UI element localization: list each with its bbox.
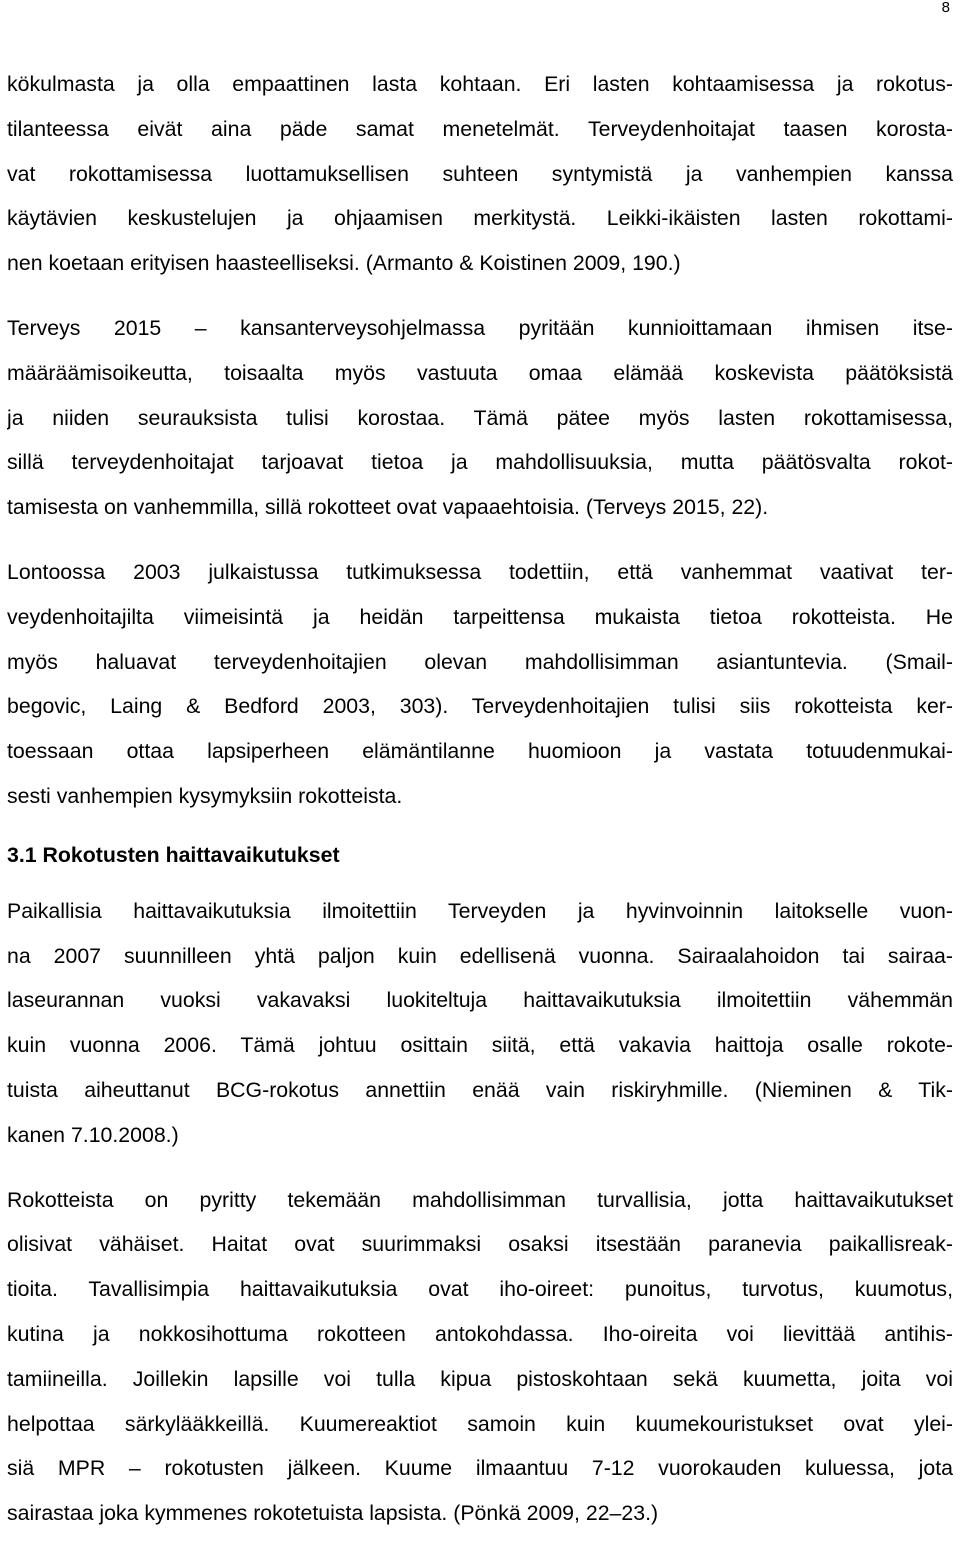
text-line: Lontoossa 2003 julkaistussa tutkimuksessa todettiin, että vanhemmat vaativat ter-	[7, 559, 953, 584]
text-line: tuista aiheuttanut BCG-rokotus annettiin enää vain riskiryhmille. (Nieminen & Tik-	[7, 1077, 953, 1102]
paragraph-terveys-2015	[7, 306, 953, 530]
text-line: toessaan ottaa lapsiperheen elämäntilanne huomioon ja vastata totuudenmukai-	[7, 739, 953, 764]
text-line: tioita. Tavallisimpia haittavaikutuksia ovat iho-oireet: punoitus, turvotus, kuumotus,	[7, 1277, 953, 1302]
paragraph-local-side-effects	[7, 889, 953, 1158]
text-line: nen koetaan erityisen haasteelliseksi. (Armanto & Koistinen 2009, 190.)	[7, 251, 681, 276]
text-line: begovic, Laing & Bedford 2003, 303). Terveydenhoitajien tulisi siis rokotteista ker-	[7, 694, 953, 719]
text-line: vat rokottamisessa luottamuksellisen suhteen syntymistä ja vanhempien kanssa	[7, 161, 953, 186]
text-line: kökulmasta ja olla empaattinen lasta kohtaan. Eri lasten kohtaamisessa ja rokotus-	[7, 72, 953, 96]
section-heading: 3.1 Rokotusten haittavaikutukset	[7, 842, 340, 867]
text-line: Rokotteista on pyritty tekemään mahdollisimman turvallisia, jotta haittavaikutukset	[7, 1187, 953, 1212]
paragraph-vaccine-safety	[7, 1178, 953, 1536]
paragraph-vaccination-perspective	[7, 62, 953, 286]
text-line: olisivat vähäiset. Haitat ovat suurimmaksi osaksi itsestään paranevia paikallisreak-	[7, 1232, 953, 1257]
text-line: helpottaa särkylääkkeillä. Kuumereaktiot samoin kuin kuumekouristukset ovat ylei-	[7, 1411, 953, 1436]
text-line: kutina ja nokkosihottuma rokotteen antokohdassa. Iho-oireita voi lievittää antihis-	[7, 1321, 953, 1346]
text-line: kanen 7.10.2008.)	[7, 1122, 179, 1147]
text-line: sillä terveydenhoitajat tarjoavat tietoa ja mahdollisuuksia, mutta päätösvalta rokot-	[7, 450, 953, 475]
text-line: sairastaa joka kymmenes rokotetuista lapsista. (Pönkä 2009, 22–23.)	[7, 1501, 659, 1526]
document-body	[7, 62, 953, 1536]
text-line: määräämisoikeutta, toisaalta myös vastuuta omaa elämää koskevista päätöksistä	[7, 360, 953, 385]
text-line: sesti vanhempien kysymyksiin rokotteista.	[7, 783, 403, 808]
text-line: veydenhoitajilta viimeisintä ja heidän tarpeittensa mukaista tietoa rokotteista. He	[7, 604, 953, 629]
text-line: tamisesta on vanhemmilla, sillä rokotteet ovat vapaaehtoisia. (Terveys 2015, 22).	[7, 495, 769, 520]
text-line: tilanteessa eivät aina päde samat menetelmät. Terveydenhoitajat taasen korosta-	[7, 116, 953, 141]
text-line: Terveys 2015 – kansanterveysohjelmassa pyritään kunnioittamaan ihmisen itse-	[7, 315, 953, 340]
text-line: na 2007 suunnilleen yhtä paljon kuin edellisenä vuonna. Sairaalahoidon tai sairaa-	[7, 943, 953, 968]
text-line: siä MPR – rokotusten jälkeen. Kuume ilmaantuu 7-12 vuorokauden kuluessa, jota	[7, 1456, 953, 1481]
text-line: tamiineilla. Joillekin lapsille voi tulla kipua pistoskohtaan sekä kuumetta, joita voi	[7, 1366, 953, 1391]
paragraph-spacer	[7, 286, 953, 306]
page-number: 8	[941, 0, 950, 16]
paragraph-spacer	[7, 1158, 953, 1178]
text-line: Paikallisia haittavaikutuksia ilmoitettiin Terveyden ja hyvinvoinnin laitokselle vuon-	[7, 898, 953, 923]
text-line: käytävien keskustelujen ja ohjaamisen merkitystä. Leikki-ikäisten lasten rokottami-	[7, 206, 953, 231]
text-line: kuin vuonna 2006. Tämä johtuu osittain siitä, että vakavia haittoja osalle rokote-	[7, 1033, 953, 1058]
text-line: laseurannan vuoksi vakavaksi luokiteltuja haittavaikutuksia ilmoitettiin vähemmän	[7, 988, 953, 1013]
paragraph-london-study	[7, 550, 953, 819]
text-line: ja niiden seurauksista tulisi korostaa. Tämä pätee myös lasten rokottamisessa,	[7, 405, 953, 430]
text-line: myös haluavat terveydenhoitajien olevan mahdollisimman asiantuntevia. (Smail-	[7, 649, 953, 674]
paragraph-spacer	[7, 530, 953, 550]
